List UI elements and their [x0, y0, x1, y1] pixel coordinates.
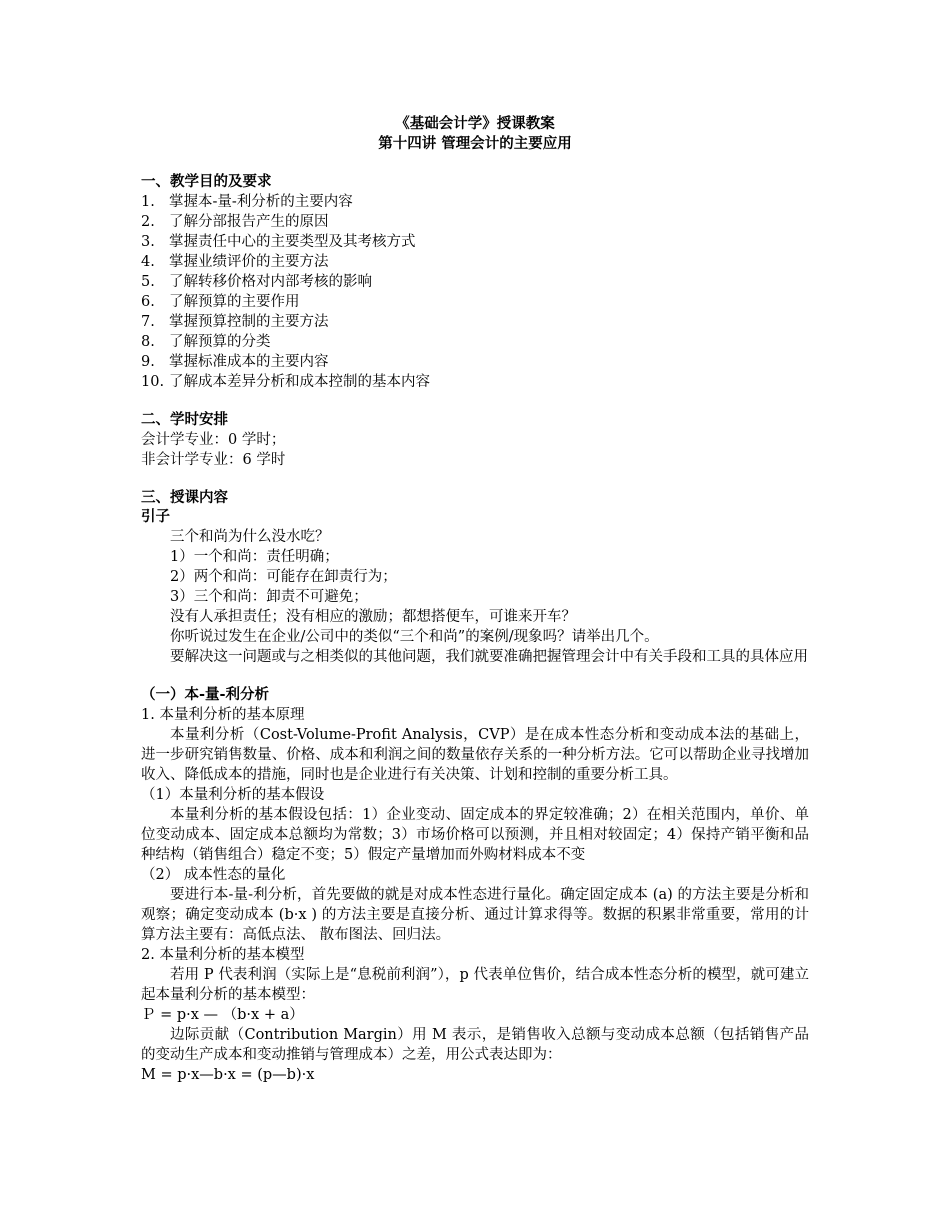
intro-line: 三个和尚为什么没水吃？: [170, 529, 330, 545]
list-item: 4. 掌握业绩评价的主要方法: [141, 254, 329, 270]
cvp-paragraph: 本量利分析（Cost-Volume-Profit Analysis，CVP）是在成本性态分析和变动成本法的基础上，进一步研究销售数量、价格、成本和利润之间的数量依存关系的一种分析方法。它可以帮助企业寻找增加收入、降低成本的措施，同时也是企业进行有关决策、计划和控制的重要分析工具。: [141, 727, 809, 783]
cvp-subheading: 1. 本量利分析的基本原理: [141, 707, 305, 723]
profit-formula: Ｐ = p·x — （b·x + a）: [141, 1007, 304, 1023]
list-item: 1. 掌握本-量-利分析的主要内容: [141, 194, 353, 210]
intro-line: 你听说过发生在企业/公司中的类似“三个和尚”的案例/现象吗？请举出几个。: [170, 629, 659, 645]
section-heading-content: 三、授课内容: [141, 490, 228, 506]
list-item: 2. 了解分部报告产生的原因: [141, 214, 329, 230]
list-item: 3. 掌握责任中心的主要类型及其考核方式: [141, 234, 416, 250]
intro-line: 1）一个和尚：责任明确；: [170, 549, 339, 565]
list-item: 6. 了解预算的主要作用: [141, 294, 300, 310]
intro-heading: 引子: [141, 509, 170, 525]
cvp-subheading: 2. 本量利分析的基本模型: [141, 947, 305, 963]
list-item: 9. 掌握标准成本的主要内容: [141, 354, 329, 370]
objectives-list: [141, 192, 809, 392]
section-heading-hours: 二、学时安排: [141, 412, 228, 428]
intro-line: 没有人承担责任；没有相应的激励；都想搭便车，可谁来开车？: [170, 609, 576, 625]
list-item: 10. 了解成本差异分析和成本控制的基本内容: [141, 374, 430, 390]
section-heading-objectives: 一、教学目的及要求: [141, 174, 272, 190]
hours-non-accounting: 非会计学专业：6 学时: [141, 452, 286, 468]
cvp-subheading: （1）本量利分析的基本假设: [141, 787, 325, 803]
intro-paragraph: 要解决这一问题或与之相类似的其他问题，我们就要准确把握管理会计中有关手段和工具的具体应用: [170, 649, 808, 665]
list-item: 5. 了解转移价格对内部考核的影响: [141, 274, 372, 290]
doc-title: 《基础会计学》授课教案: [395, 116, 555, 132]
lecture-title: 第十四讲 管理会计的主要应用: [378, 136, 572, 152]
cvp-paragraph: 若用 P 代表利润（实际上是“息税前利润”），p 代表单位售价，结合成本性态分析的模型，就可建立起本量利分析的基本模型：: [141, 967, 809, 1003]
intro-line: 3）三个和尚：卸责不可避免；: [170, 589, 368, 605]
intro-line: 2）两个和尚：可能存在卸责行为；: [170, 569, 397, 585]
cvp-paragraph: 要进行本-量-利分析，首先要做的就是对成本性态进行量化。确定固定成本 (a) 的方法主要是分析和观察；确定变动成本 (b·x ) 的方法主要是直接分析、通过计算求得等。数据的积累非常重要，常用的计算方法主要有：高低点法、 散布图法、回归法。: [141, 887, 809, 943]
cvp-paragraph: 边际贡献（Contribution Margin）用 M 表示，是销售收入总额与变动成本总额（包括销售产品的变动生产成本和变动推销与管理成本）之差，用公式表达即为：: [141, 1027, 809, 1063]
list-item: 8. 了解预算的分类: [141, 334, 271, 350]
margin-formula: M = p·x—b·x = (p—b)·x: [141, 1067, 315, 1083]
cvp-heading: （一）本-量-利分析: [141, 687, 270, 703]
cvp-subheading: （2） 成本性态的量化: [141, 867, 286, 883]
hours-accounting: 会计学专业：0 学时；: [141, 432, 286, 448]
list-item: 7. 掌握预算控制的主要方法: [141, 314, 329, 330]
document-page: [141, 114, 809, 1085]
cvp-paragraph: 本量利分析的基本假设包括：1）企业变动、固定成本的界定较准确；2）在相关范围内，单价、单位变动成本、固定成本总额均为常数；3）市场价格可以预测，并且相对较固定；4）保持产销平衡和品种结构（销售组合）稳定不变；5）假定产量增加而外购材料成本不变: [141, 807, 809, 863]
